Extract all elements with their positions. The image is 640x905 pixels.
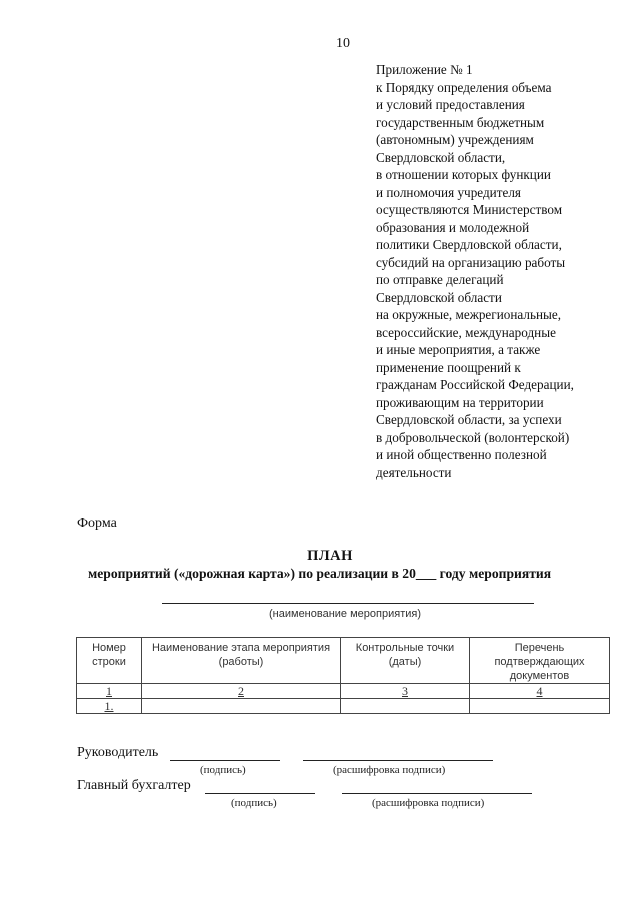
appendix-line: и условий предоставления xyxy=(376,97,525,112)
appendix-line: и иные мероприятия, а также xyxy=(376,342,541,357)
appendix-line: и иной общественно полезной xyxy=(376,447,547,462)
plan-title: ПЛАН xyxy=(307,548,353,564)
head-sign-caption: (подпись) xyxy=(200,764,246,776)
event-name-caption: (наименование мероприятия) xyxy=(269,608,421,620)
accountant-decode-line xyxy=(342,793,532,794)
appendix-line: осуществляются Министерством xyxy=(376,202,563,217)
header-checkpoints: Контрольные точки (даты) xyxy=(341,638,470,684)
appendix-line: Свердловской области xyxy=(376,289,502,305)
appendix-block xyxy=(376,61,626,481)
accountant-signature-line xyxy=(205,793,315,794)
column-number: 1 xyxy=(77,684,142,699)
appendix-line: на окружные, межрегиональные, xyxy=(376,307,562,322)
appendix-line: гражданам Российской Федерации, xyxy=(376,377,574,392)
column-number: 2 xyxy=(142,684,341,699)
plan-subtitle: мероприятий («дорожная карта») по реализации в 20___ году мероприятия xyxy=(88,566,552,581)
form-label: Форма xyxy=(77,516,117,531)
accountant-decode-caption: (расшифровка подписи) xyxy=(372,797,485,809)
table-cell xyxy=(142,699,341,714)
appendix-line: всероссийские, международные xyxy=(376,324,556,340)
table-header-row xyxy=(77,638,610,684)
event-name-line xyxy=(162,603,534,604)
appendix-line: Свердловской области, за успехи xyxy=(376,412,562,427)
appendix-line: и полномочия учредителя xyxy=(376,184,521,200)
column-numbers-row xyxy=(77,684,610,699)
accountant-sign-caption: (подпись) xyxy=(231,797,277,809)
table-cell: 1. xyxy=(77,699,142,714)
appendix-line: государственным бюджетным xyxy=(376,114,545,130)
appendix-line: субсидий на организацию работы xyxy=(376,254,566,270)
page-number: 10 xyxy=(336,36,350,51)
appendix-line: по отправке делегаций xyxy=(376,272,504,287)
appendix-line: к Порядку определения объема xyxy=(376,79,552,95)
appendix-line: (автономным) учреждениям xyxy=(376,132,534,147)
plan-table xyxy=(76,637,610,714)
appendix-line: в отношении которых функции xyxy=(376,167,551,182)
appendix-line: в добровольческой (волонтерской) xyxy=(376,429,570,445)
table-cell xyxy=(341,699,470,714)
header-documents: Перечень подтверждающих документов xyxy=(470,638,610,684)
column-number: 4 xyxy=(470,684,610,699)
head-label: Руководитель xyxy=(77,745,159,760)
header-row-number: Номер строки xyxy=(77,638,142,684)
appendix-line: образования и молодежной xyxy=(376,219,530,235)
appendix-line: Свердловской области, xyxy=(376,149,506,165)
header-stage-name: Наименование этапа мероприятия (работы) xyxy=(142,638,341,684)
appendix-line: проживающим на территории xyxy=(376,394,544,410)
appendix-line: Приложение № 1 xyxy=(376,62,473,77)
accountant-label: Главный бухгалтер xyxy=(77,778,191,793)
table-cell xyxy=(470,699,610,714)
appendix-line: деятельности xyxy=(376,464,452,480)
head-decode-line xyxy=(303,760,493,761)
appendix-line: политики Свердловской области, xyxy=(376,237,562,252)
table-row xyxy=(77,699,610,714)
head-decode-caption: (расшифровка подписи) xyxy=(333,764,446,776)
appendix-line: применение поощрений к xyxy=(376,359,521,375)
head-signature-line xyxy=(170,760,280,761)
column-number: 3 xyxy=(341,684,470,699)
